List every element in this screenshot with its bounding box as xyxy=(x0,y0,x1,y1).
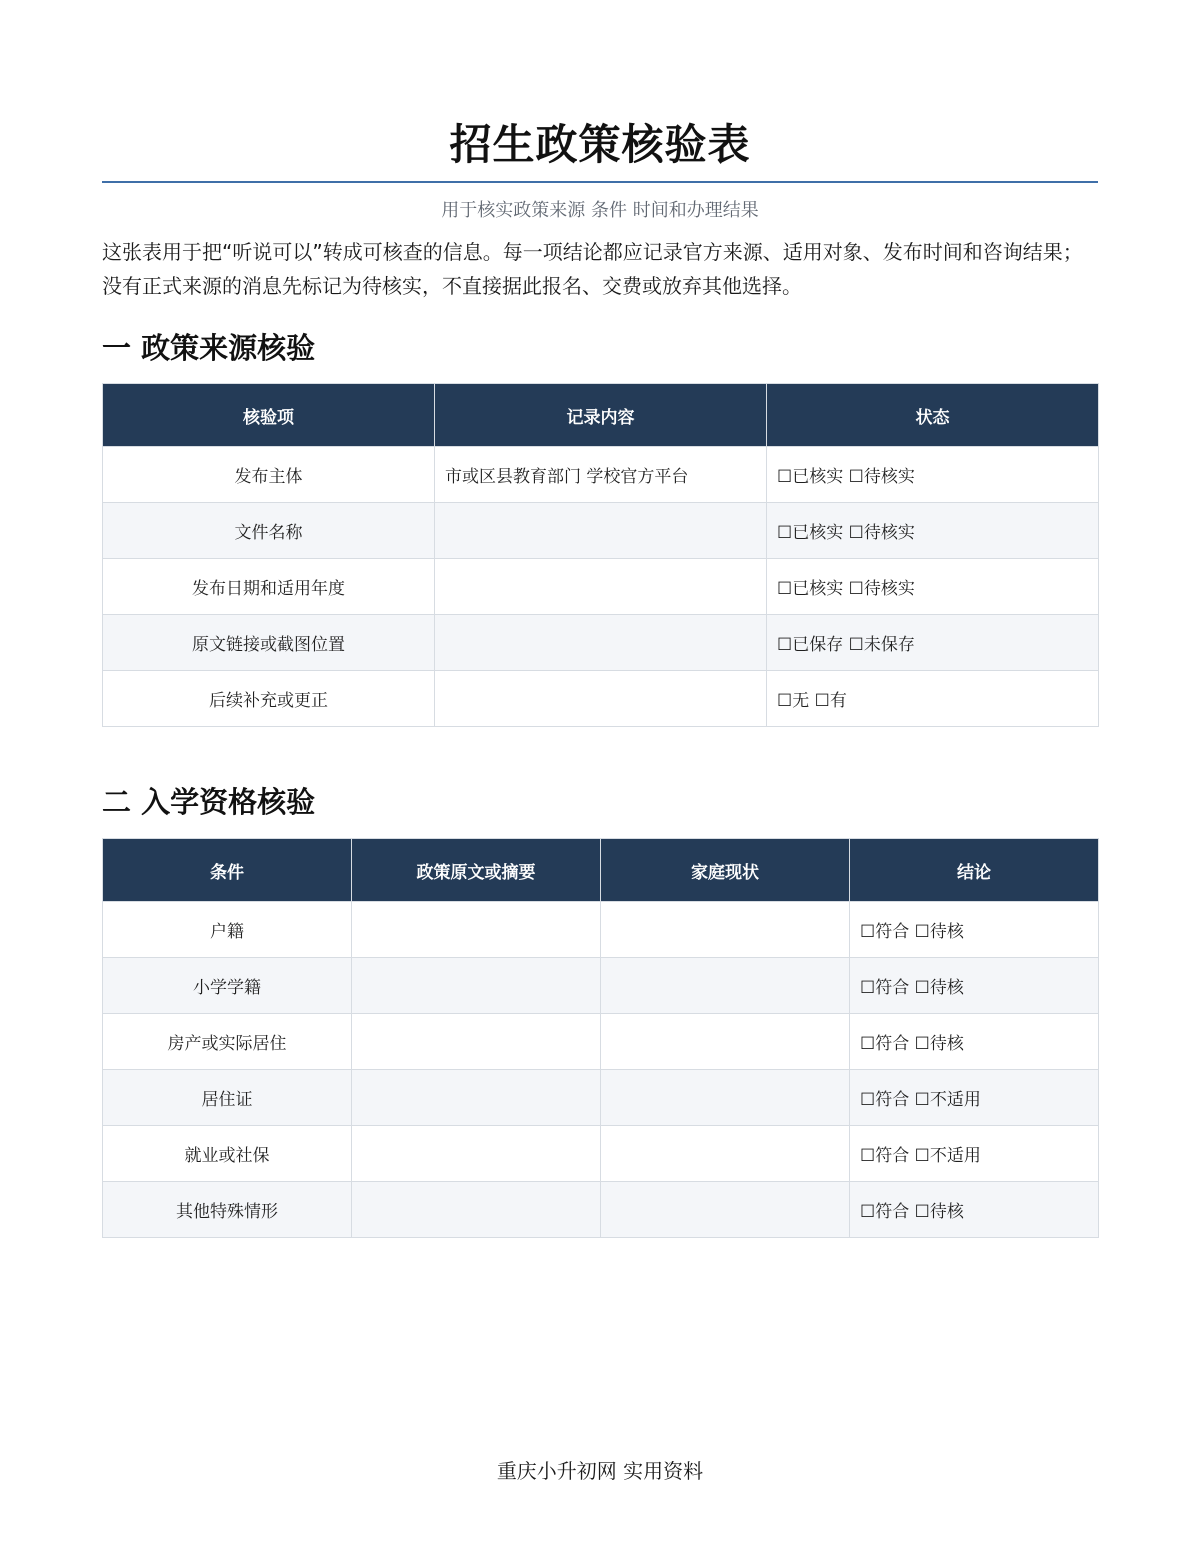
conclusion-cell: ☐符合 ☐不适用 xyxy=(850,1126,1099,1182)
policy-summary-cell xyxy=(352,958,601,1014)
conclusion-cell: ☐符合 ☐待核 xyxy=(850,902,1099,958)
conclusion-cell: ☐符合 ☐不适用 xyxy=(850,1070,1099,1126)
column-header: 状态 xyxy=(767,384,1099,447)
conclusion-cell: ☐符合 ☐待核 xyxy=(850,1014,1099,1070)
conclusion-cell: ☐符合 ☐待核 xyxy=(850,1182,1099,1238)
family-status-cell xyxy=(601,1182,850,1238)
table-row xyxy=(103,559,1099,615)
eligibility-table xyxy=(102,838,1099,1238)
status-cell: ☐已核实 ☐待核实 xyxy=(767,447,1099,503)
policy-summary-cell xyxy=(352,1014,601,1070)
family-status-cell xyxy=(601,1014,850,1070)
record-content-cell xyxy=(435,615,767,671)
record-content-cell xyxy=(435,671,767,727)
condition-cell: 小学学籍 xyxy=(103,958,352,1014)
family-status-cell xyxy=(601,1126,850,1182)
column-header: 记录内容 xyxy=(435,384,767,447)
table-row xyxy=(103,1126,1099,1182)
column-header: 核验项 xyxy=(103,384,435,447)
condition-cell: 居住证 xyxy=(103,1070,352,1126)
record-content-cell xyxy=(435,503,767,559)
policy-source-table xyxy=(102,383,1099,727)
column-header: 结论 xyxy=(850,839,1099,902)
check-item-cell: 后续补充或更正 xyxy=(103,671,435,727)
column-header: 条件 xyxy=(103,839,352,902)
table-row xyxy=(103,447,1099,503)
check-item-cell: 原文链接或截图位置 xyxy=(103,615,435,671)
status-cell: ☐已核实 ☐待核实 xyxy=(767,559,1099,615)
family-status-cell xyxy=(601,958,850,1014)
column-header: 家庭现状 xyxy=(601,839,850,902)
table-row xyxy=(103,615,1099,671)
status-cell: ☐已核实 ☐待核实 xyxy=(767,503,1099,559)
policy-summary-cell xyxy=(352,1070,601,1126)
page-subtitle: 用于核实政策来源 条件 时间和办理结果 xyxy=(441,200,759,221)
table-row xyxy=(103,1182,1099,1238)
condition-cell: 户籍 xyxy=(103,902,352,958)
page-footer: 重庆小升初网 实用资料 xyxy=(496,1459,704,1483)
section-title-eligibility: 二 入学资格核验 xyxy=(102,785,316,819)
table-header-row xyxy=(103,384,1099,447)
table-row xyxy=(103,958,1099,1014)
table-header-row xyxy=(103,839,1099,902)
conclusion-cell: ☐符合 ☐待核 xyxy=(850,958,1099,1014)
table-row xyxy=(103,1014,1099,1070)
check-item-cell: 文件名称 xyxy=(103,503,435,559)
family-status-cell xyxy=(601,902,850,958)
status-cell: ☐已保存 ☐未保存 xyxy=(767,615,1099,671)
check-item-cell: 发布主体 xyxy=(103,447,435,503)
check-item-cell: 发布日期和适用年度 xyxy=(103,559,435,615)
table-row xyxy=(103,671,1099,727)
record-content-cell xyxy=(435,559,767,615)
policy-summary-cell xyxy=(352,902,601,958)
family-status-cell xyxy=(601,1070,850,1126)
record-content-cell: 市或区县教育部门 学校官方平台 xyxy=(435,447,767,503)
condition-cell: 就业或社保 xyxy=(103,1126,352,1182)
policy-summary-cell xyxy=(352,1182,601,1238)
intro-paragraph: 这张表用于把“听说可以”转成可核查的信息。每一项结论都应记录官方来源、适用对象、发布时间和咨询结果；没有正式来源的消息先标记为待核实，不直接据此报名、交费或放弃其他选择。 xyxy=(102,240,1083,298)
section-title-policy-source: 一 政策来源核验 xyxy=(102,331,316,365)
page-title: 招生政策核验表 xyxy=(449,120,751,169)
condition-cell: 其他特殊情形 xyxy=(103,1182,352,1238)
table-row xyxy=(103,902,1099,958)
column-header: 政策原文或摘要 xyxy=(352,839,601,902)
policy-summary-cell xyxy=(352,1126,601,1182)
status-cell: ☐无 ☐有 xyxy=(767,671,1099,727)
title-divider xyxy=(102,181,1098,183)
table-row xyxy=(103,503,1099,559)
table-row xyxy=(103,1070,1099,1126)
condition-cell: 房产或实际居住 xyxy=(103,1014,352,1070)
